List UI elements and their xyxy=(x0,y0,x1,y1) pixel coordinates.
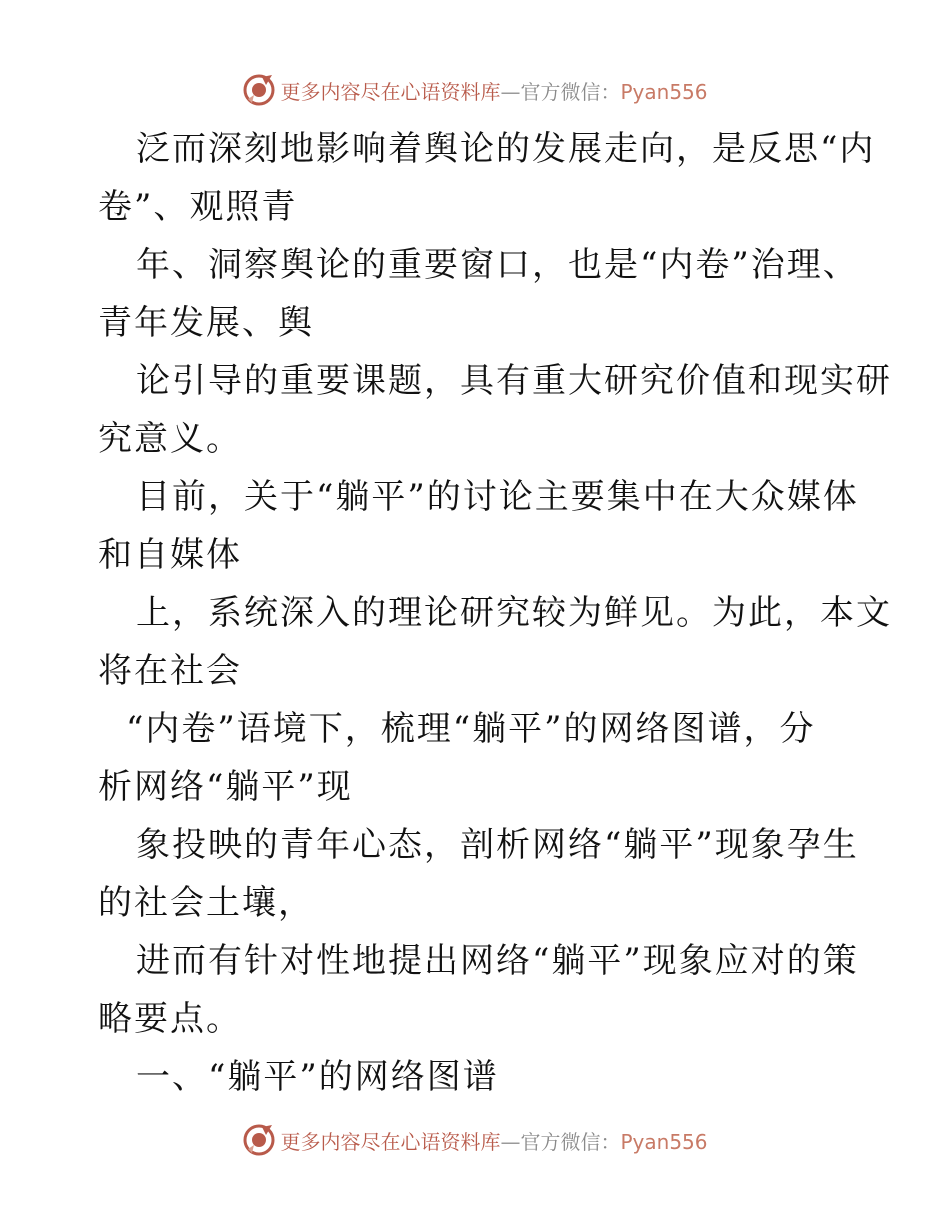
paragraph-line: 进而有针对性地提出网络“躺平”现象应对的策 xyxy=(136,941,859,981)
paragraph-line: 的社会土壤， xyxy=(98,883,314,923)
paragraph-line: 析网络“躺平”现 xyxy=(98,767,353,807)
logo-icon xyxy=(242,73,276,107)
paragraph xyxy=(98,932,858,1048)
watermark-header xyxy=(0,70,950,110)
watermark-account: Pyan556 xyxy=(620,79,708,104)
watermark-brand-text: 更多内容尽在心语资料库 xyxy=(280,79,501,104)
paragraph-line: 将在社会 xyxy=(98,651,242,691)
paragraph xyxy=(98,468,858,584)
watermark-account: Pyan556 xyxy=(620,1129,708,1154)
paragraph-line: 卷”、观照青 xyxy=(98,187,298,227)
watermark-brand-text: 更多内容尽在心语资料库 xyxy=(280,1129,501,1154)
paragraph-line: 和自媒体 xyxy=(98,535,242,575)
paragraph-line: 目前，关于“躺平”的讨论主要集中在大众媒体 xyxy=(136,477,859,517)
section-heading-paragraph xyxy=(98,1048,858,1106)
paragraph-line: 青年发展、舆 xyxy=(98,303,314,343)
paragraph-line: 泛而深刻地影响着舆论的发展走向，是反思“内 xyxy=(136,129,876,169)
watermark-label: 官方微信： xyxy=(520,79,621,104)
paragraph-line: 象投映的青年心态，剖析网络“躺平”现象孕生 xyxy=(136,825,859,865)
paragraph-line: 上，系统深入的理论研究较为鲜见。为此，本文 xyxy=(136,593,892,633)
paragraph-line: 论引导的重要课题，具有重大研究价值和现实研 xyxy=(136,361,892,401)
watermark-footer xyxy=(0,1120,950,1160)
paragraph xyxy=(98,352,892,468)
watermark-dash: — xyxy=(500,1129,521,1154)
paragraph-line: “内卷”语境下，梳理“躺平”的网络图谱，分 xyxy=(126,709,816,749)
paragraph xyxy=(98,816,858,932)
paragraph xyxy=(98,700,858,816)
paragraph xyxy=(98,236,858,352)
paragraph-line: 年、洞察舆论的重要窗口，也是“内卷”治理、 xyxy=(136,245,859,285)
paragraph xyxy=(98,584,892,700)
section-heading: 一、“躺平”的网络图谱 xyxy=(136,1057,499,1097)
paragraph xyxy=(98,120,876,236)
watermark-label: 官方微信： xyxy=(520,1129,621,1154)
document-body xyxy=(98,120,892,1106)
logo-icon xyxy=(242,1123,276,1157)
paragraph-line: 究意义。 xyxy=(98,419,242,459)
watermark-dash: — xyxy=(500,79,521,104)
paragraph-line: 略要点。 xyxy=(98,999,242,1039)
